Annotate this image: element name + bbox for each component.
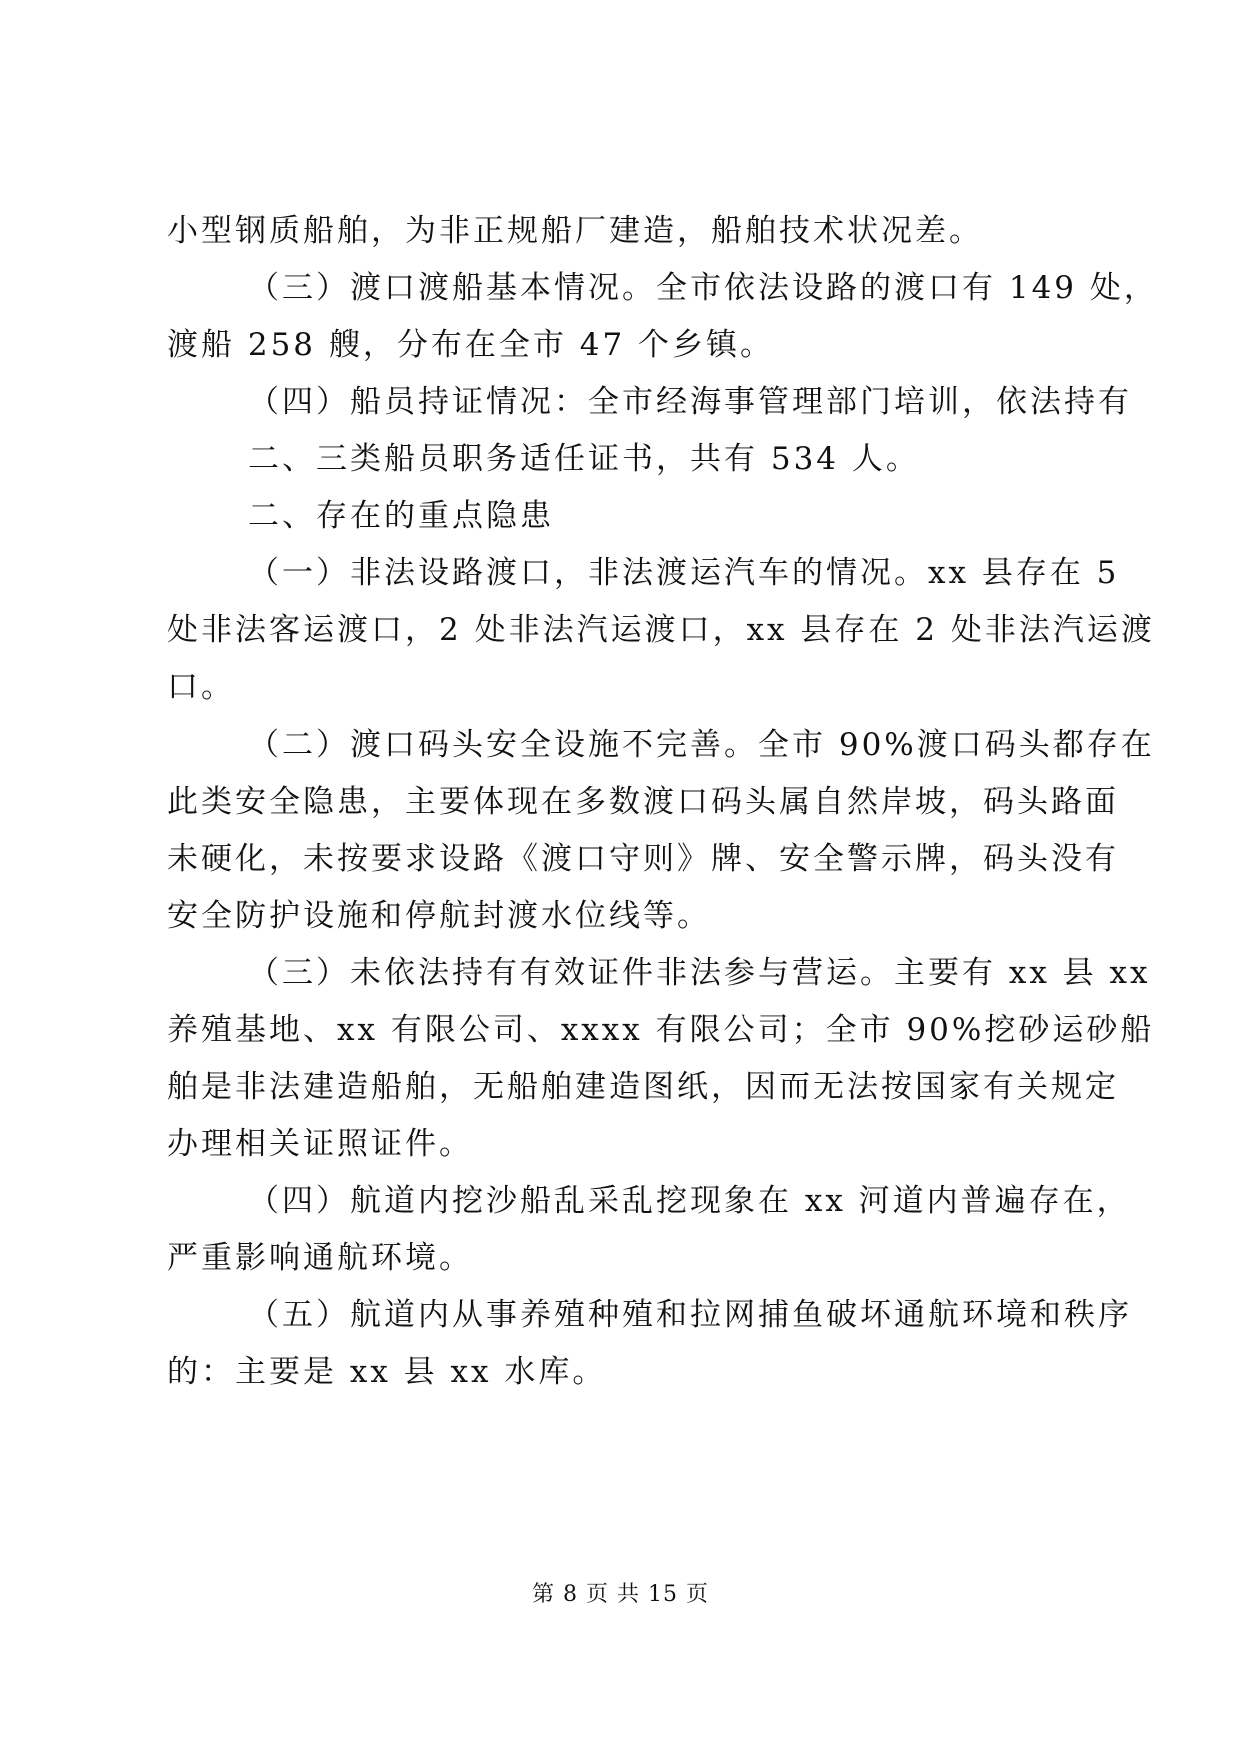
text-line: （四）航道内挖沙船乱采乱挖现象在 xx 河道内普遍存在，	[248, 1183, 1131, 1219]
text-line: 小型钢质船舶，为非正规船厂建造，船舶技术状况差。	[167, 213, 983, 249]
text-line: 办理相关证照证件。	[167, 1126, 473, 1162]
text-line: 严重影响通航环境。	[167, 1240, 473, 1276]
text-line: 二、三类船员职务适任证书，共有 534 人。	[248, 441, 920, 477]
text-line: （三）渡口渡船基本情况。全市依法设路的渡口有 149 处，	[248, 270, 1158, 306]
text-line: 安全防护设施和停航封渡水位线等。	[167, 898, 711, 934]
text-line: 的：主要是 xx 县 xx 水库。	[167, 1354, 607, 1390]
text-line: 舶是非法建造船舶，无船舶建造图纸，因而无法按国家有关规定	[167, 1069, 1119, 1105]
page-footer: 第 8 页 共 15 页	[532, 1582, 709, 1607]
text-line: 此类安全隐患，主要体现在多数渡口码头属自然岸坡，码头路面	[167, 784, 1119, 820]
text-line: （五）航道内从事养殖种殖和拉网捕鱼破坏通航环境和秩序	[248, 1297, 1132, 1333]
text-line: 处非法客运渡口，2 处非法汽运渡口，xx 县存在 2 处非法汽运渡	[167, 612, 1155, 648]
text-line: 渡船 258 艘，分布在全市 47 个乡镇。	[167, 327, 775, 363]
text-line: 未硬化，未按要求设路《渡口守则》牌、安全警示牌，码头没有	[167, 841, 1119, 877]
section-heading: 二、存在的重点隐患	[248, 498, 554, 534]
text-line: （四）船员持证情况：全市经海事管理部门培训，依法持有	[248, 384, 1132, 420]
text-line: 养殖基地、xx 有限公司、xxxx 有限公司；全市 90%挖砂运砂船	[167, 1012, 1155, 1048]
text-line: 口。	[167, 669, 235, 705]
text-line: （二）渡口码头安全设施不完善。全市 90%渡口码头都存在	[248, 727, 1155, 763]
text-line: （一）非法设路渡口，非法渡运汽车的情况。xx 县存在 5	[248, 555, 1120, 591]
text-line: （三）未依法持有有效证件非法参与营运。主要有 xx 县 xx	[248, 955, 1151, 991]
